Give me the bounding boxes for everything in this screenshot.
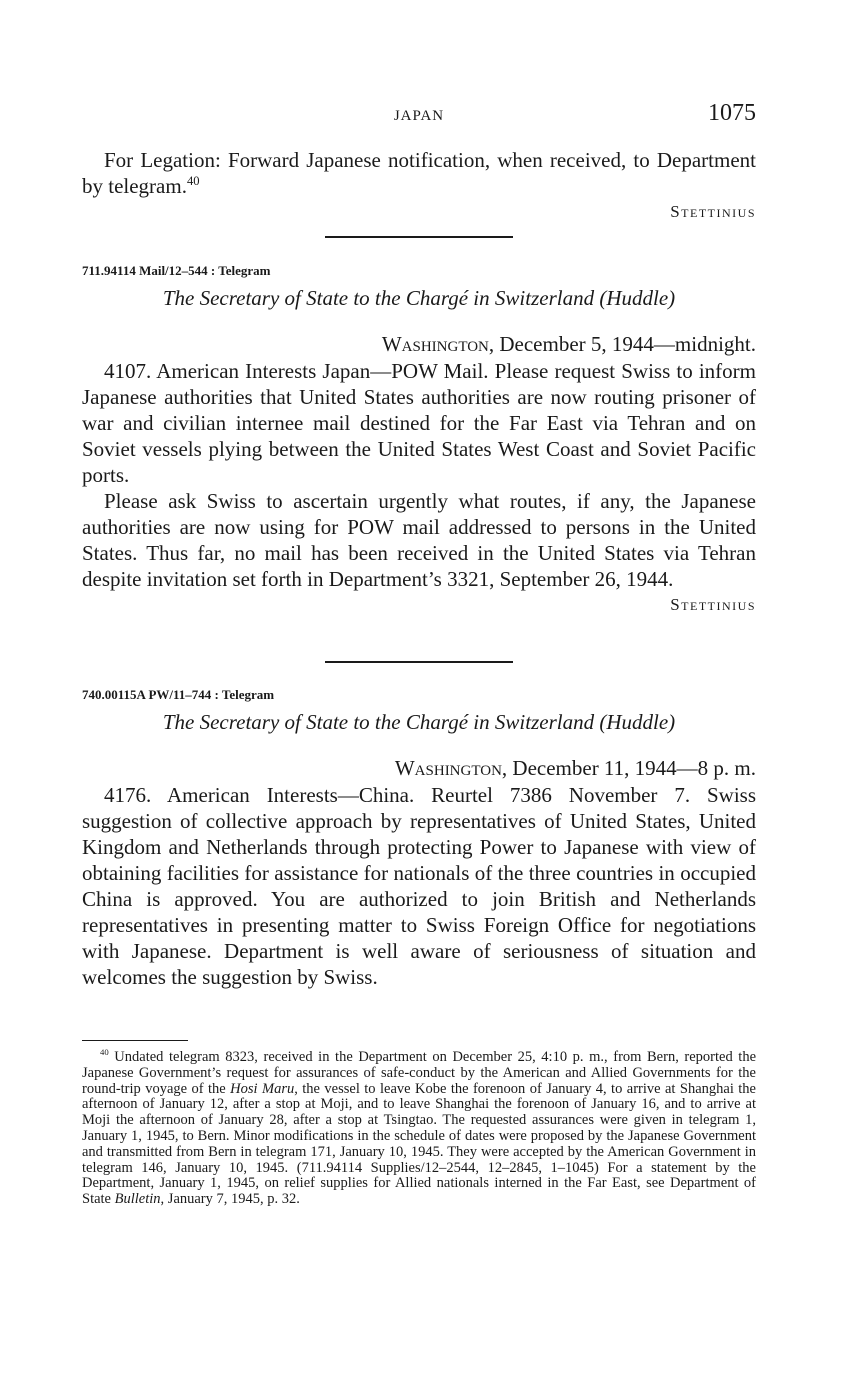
doc1-dateline-place: Washington <box>381 332 489 356</box>
intro-paragraph <box>82 147 756 199</box>
doc2-title-suffix: ) <box>668 710 676 734</box>
running-head: JAPAN <box>393 108 445 124</box>
doc1-paragraph-2: Please ask Swiss to ascertain urgently what routes, if any, the Japanese authorities are now using for POW mail addressed to persons in the United States. Thus far, no mail has been received in the United States via Tehran despite invitation set forth in Department’s 3321, September 26, 1944. <box>82 489 756 591</box>
doc1-title <box>82 284 756 312</box>
doc2-title-prefix: The Secretary of State to the Chargé in Switzerland ( <box>162 710 607 734</box>
doc2-dateline-rest: , December 11, 1944—8 p. m. <box>501 756 756 780</box>
footnote-text-1: Undated telegram 8323, received in the Department on December 25, 4:10 p. m., from Bern, reported the Japanese Government’s request for assurances of safe-conduct by the American and Allied Governments for the round-trip voyage of the <box>82 1049 757 1097</box>
intro-section <box>82 147 756 225</box>
doc2-file-ref: 740.00115A PW/11–744 : Telegram <box>82 687 275 702</box>
divider-1 <box>82 236 756 238</box>
doc2-title-name: Huddle <box>606 710 669 734</box>
intro-text: For Legation: Forward Japanese notification, when received, to Department by telegram. <box>82 148 756 198</box>
doc1-title-name: Huddle <box>606 286 669 310</box>
divider-2 <box>82 661 756 663</box>
doc1-dateline <box>82 330 756 358</box>
footnote-section <box>82 1047 757 1208</box>
document-2 <box>82 686 756 990</box>
intro-signature: Stettinius <box>670 202 756 221</box>
footnote-text-2: , the vessel to leave Kobe the forenoon of January 4, to arrive at Shanghai the afternoon of January 12, after a stop at Moji, and to leave Shanghai the forenoon of January 16, and to arrive at Moji the afternoon of January 28, after a stop at Tsingtao. The requested assurances were given in telegram 1, January 1, 1945, to Bern. Minor modifications in the schedule of dates were proposed by the Japanese Government and transmitted from Bern in telegram 171, January 10, 1945. They were accepted by the American Government in telegram 146, January 10, 1945. (711.94114 Supplies/12–2544, 12–2845, 1–1045) For a statement by the Department, January 1, 1945, on relief supplies for Allied nationals interned in the Far East, see Department of State <box>82 1080 756 1208</box>
doc2-dateline <box>82 754 756 782</box>
doc1-title-suffix: ) <box>668 286 676 310</box>
page-header <box>82 100 756 132</box>
document-1 <box>82 262 756 618</box>
doc1-dateline-rest: , December 5, 1944—midnight. <box>488 332 756 356</box>
doc1-title-prefix: The Secretary of State to the Chargé in Switzerland ( <box>162 286 607 310</box>
footnote-publication: Bulletin <box>114 1191 161 1208</box>
footnote-ref: 40 <box>186 174 200 188</box>
footnote-marker: 40 <box>100 1047 109 1058</box>
footnote-ship-name: Hosi Maru <box>230 1080 295 1097</box>
doc1-signature: Stettinius <box>670 595 756 614</box>
doc1-paragraph-1: 4107. American Interests Japan—POW Mail. Please request Swiss to inform Japanese authorities that United States authorities are now routing prisoner of war and civilian internee mail destined for the Far East via Tehran and on Soviet vessels plying between the United States West Coast and Soviet Pacific ports. <box>82 359 756 487</box>
doc2-paragraph-1: 4176. American Interests—China. Reurtel 7386 November 7. Swiss suggestion of collective approach by representatives of United States, United Kingdom and Netherlands through protecting Power to Japanese with view of obtaining facilities for assistance for nationals of the three countries in occupied China is approved. You are authorized to join British and Netherlands representatives in presenting matter to Swiss Foreign Office for negotiations with Japanese. Department is well aware of seriousness of situation and welcomes the suggestion by Swiss. <box>82 783 756 989</box>
doc2-title <box>82 708 756 736</box>
footnote-divider <box>82 1040 756 1041</box>
footnote-40 <box>82 1047 757 1208</box>
doc1-file-ref: 711.94114 Mail/12–544 : Telegram <box>82 263 271 278</box>
doc2-dateline-place: Washington <box>394 756 502 780</box>
page-number: 1075 <box>708 100 756 126</box>
footnote-text-3: , January 7, 1945, p. 32. <box>160 1191 300 1208</box>
